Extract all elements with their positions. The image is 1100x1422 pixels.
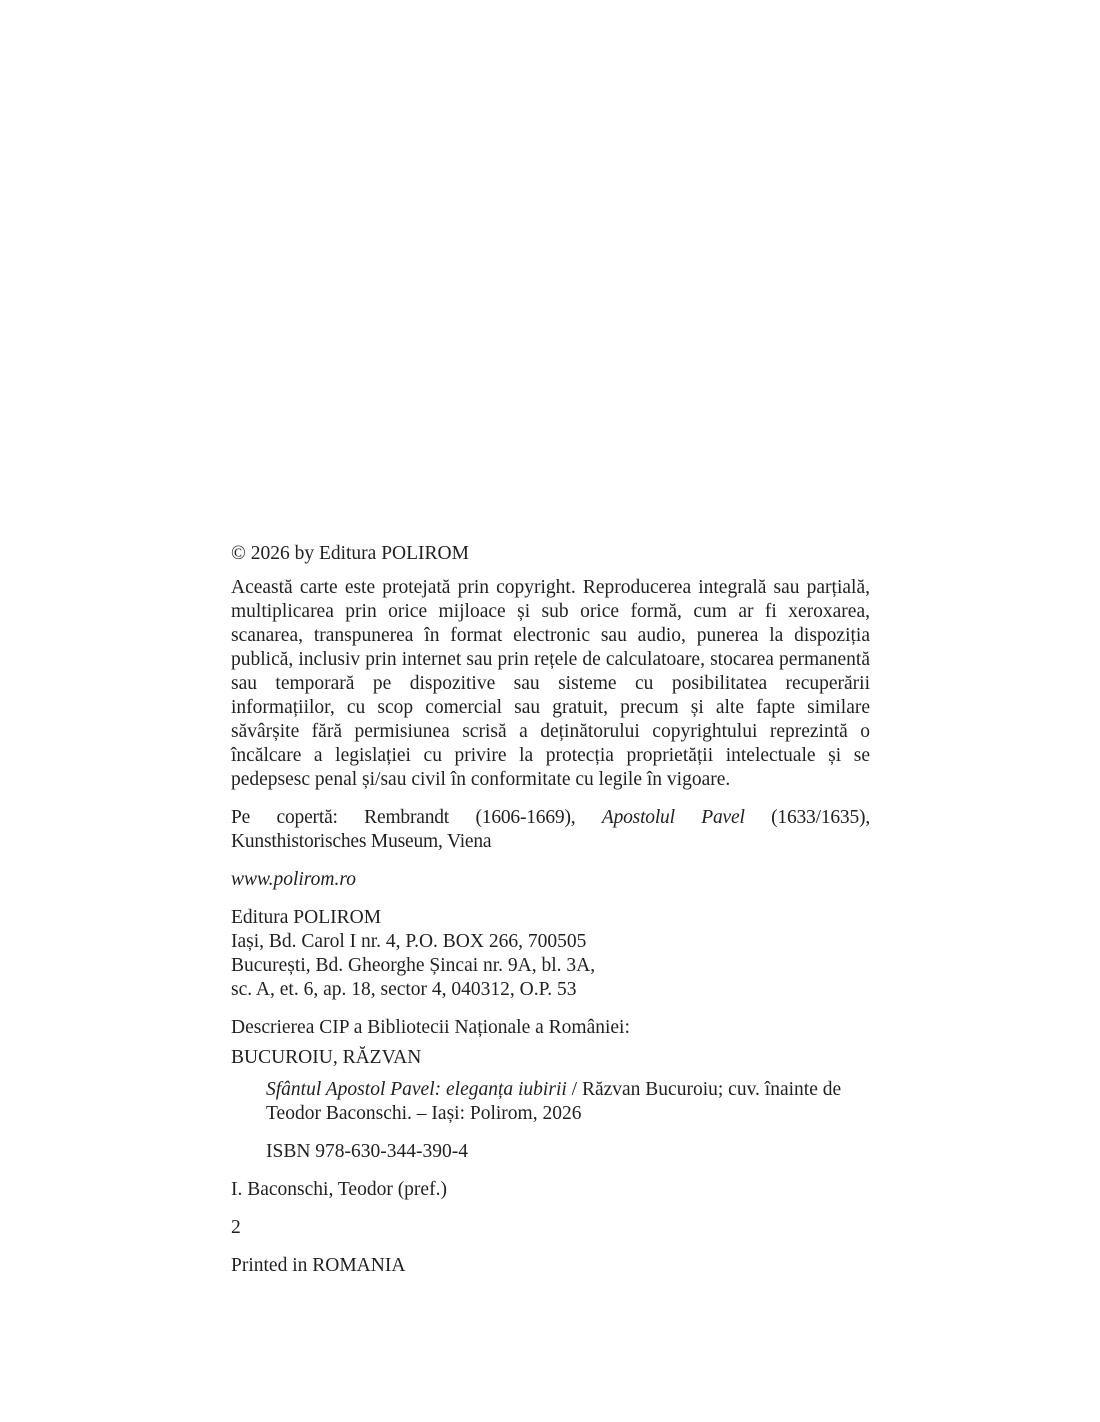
cip-responsibility: / Răzvan Bucuroiu; cuv. înainte de Teodor Baconschi. – Iași: Polirom, 2026: [266, 1079, 842, 1124]
copyright-page: [231, 542, 870, 1278]
cover-credit-prefix: Pe copertă: Rembrandt (1606-1669),: [231, 807, 602, 828]
copyright-line: © 2026 by Editura POLIROM: [231, 543, 469, 564]
publisher-address-bucuresti-1: București, Bd. Gheorghe Șincai nr. 9A, bl. 3A,: [231, 955, 596, 976]
cover-credit: [231, 806, 870, 854]
publisher-address-iasi: Iași, Bd. Carol I nr. 4, P.O. BOX 266, 700505: [231, 931, 587, 952]
cip-classification: 2: [231, 1217, 241, 1238]
publisher-website: www.polirom.ro: [231, 869, 356, 890]
publisher-name: Editura POLIROM: [231, 907, 382, 928]
cover-artwork-title: Apostolul Pavel: [601, 807, 745, 828]
legal-notice: Această carte este protejată prin copyright. Reproducerea integrală sau parțială, multiplicarea prin orice mijloace și sub orice formă, cum ar fi xeroxarea, scanarea, transpunerea în format electronic sau audio, punerea la dispoziția publică, inclusiv prin internet sau prin rețele de calculatoare, stocarea permanentă sau temporară pe dispozitive sau sisteme cu posibilitatea recuperării informațiilor, cu scop comercial sau gratuit, precum și alte fapte similare săvârșite fără permisiunea scrisă a deținătorului copyrightului reprezintă o încălcare a legislației cu privire la protecția proprietății intelectuale și se pedepsesc penal și/sau civil în conformitate cu legile în vigoare.: [231, 577, 870, 790]
cip-author: BUCUROIU, RĂZVAN: [231, 1047, 422, 1068]
cip-description: [231, 1078, 870, 1126]
printed-in: Printed in ROMANIA: [231, 1255, 406, 1276]
publisher-block: [231, 906, 870, 1002]
cip-index-entry: I. Baconschi, Teodor (pref.): [231, 1179, 447, 1200]
cip-book-title: Sfântul Apostol Pavel: eleganța iubirii: [266, 1079, 567, 1100]
cip-heading: Descrierea CIP a Bibliotecii Naționale a României:: [231, 1017, 630, 1038]
publisher-address-bucuresti-2: sc. A, et. 6, ap. 18, sector 4, 040312, O.P. 53: [231, 979, 577, 1000]
cip-isbn: ISBN 978-630-344-390-4: [266, 1141, 469, 1162]
cover-credit-suffix: (1633/1635), Kunsthistorisches Museum, Viena: [231, 807, 870, 852]
cip-block: [231, 1016, 870, 1240]
